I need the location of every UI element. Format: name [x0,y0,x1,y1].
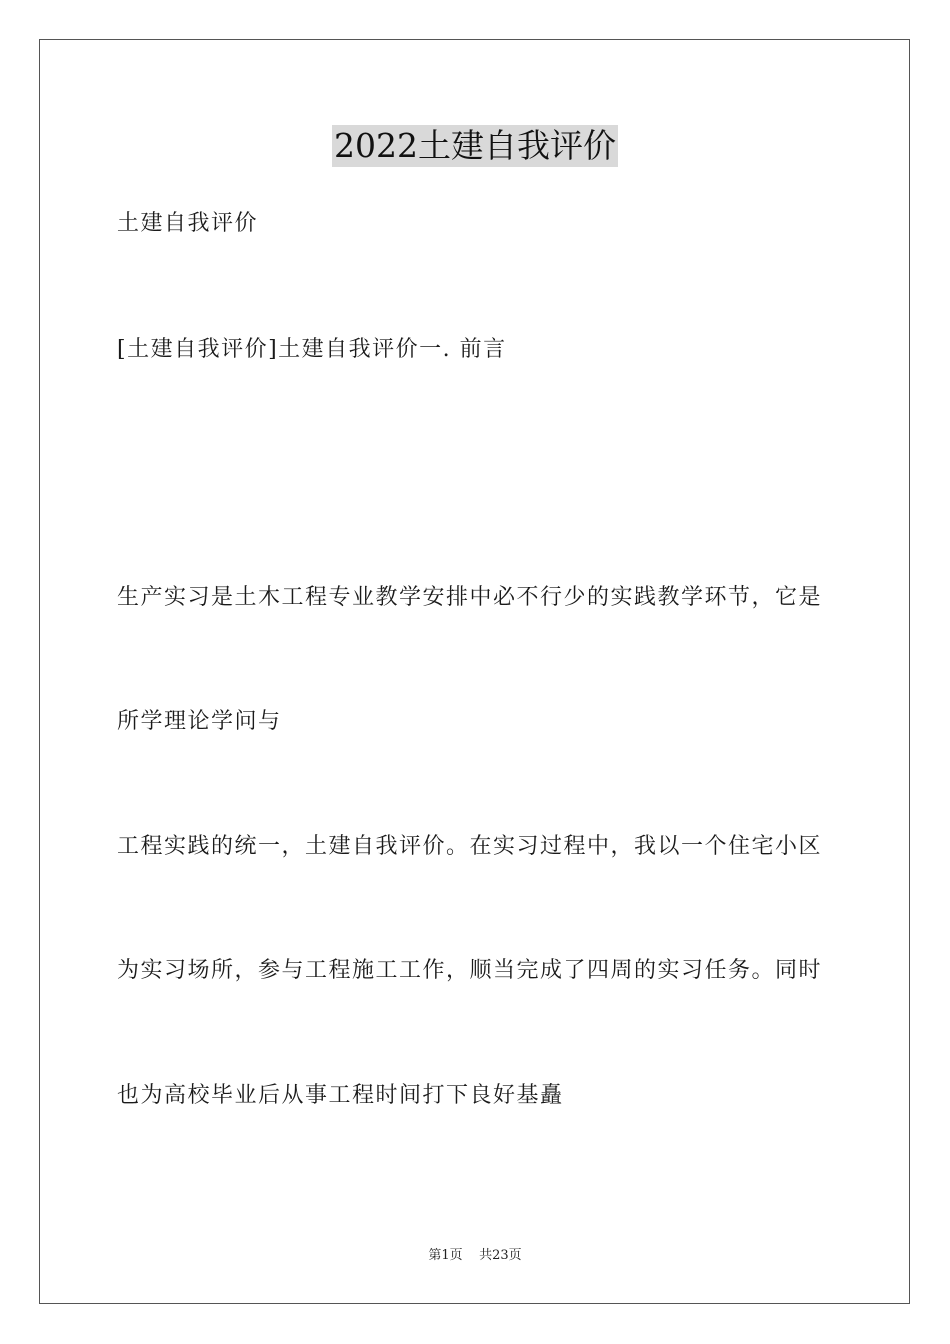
title-container [0,125,950,167]
body-line: 所学理论学问与 [117,709,282,734]
document-title: 2022土建自我评价 [334,126,616,165]
intro-line: [土建自我评价]土建自我评价一. 前言 [117,337,507,362]
body-line: 为实习场所，参与工程施工工作，顺当完成了四周的实习任务。同时 [117,958,823,983]
body-line: 工程实践的统一，土建自我评价。在实习过程中，我以一个住宅小区 [117,834,823,859]
page-footer [0,1247,950,1265]
page-total: 共23页 [479,1248,522,1263]
body-line: 生产实习是土木工程专业教学安排中必不行少的实践教学环节，它是 [117,585,823,610]
page-number: 第1页 [428,1248,463,1263]
subtitle-line: 土建自我评价 [117,211,259,236]
body-line: 也为高校毕业后从事工程时间打下良好基矗 [117,1083,564,1108]
